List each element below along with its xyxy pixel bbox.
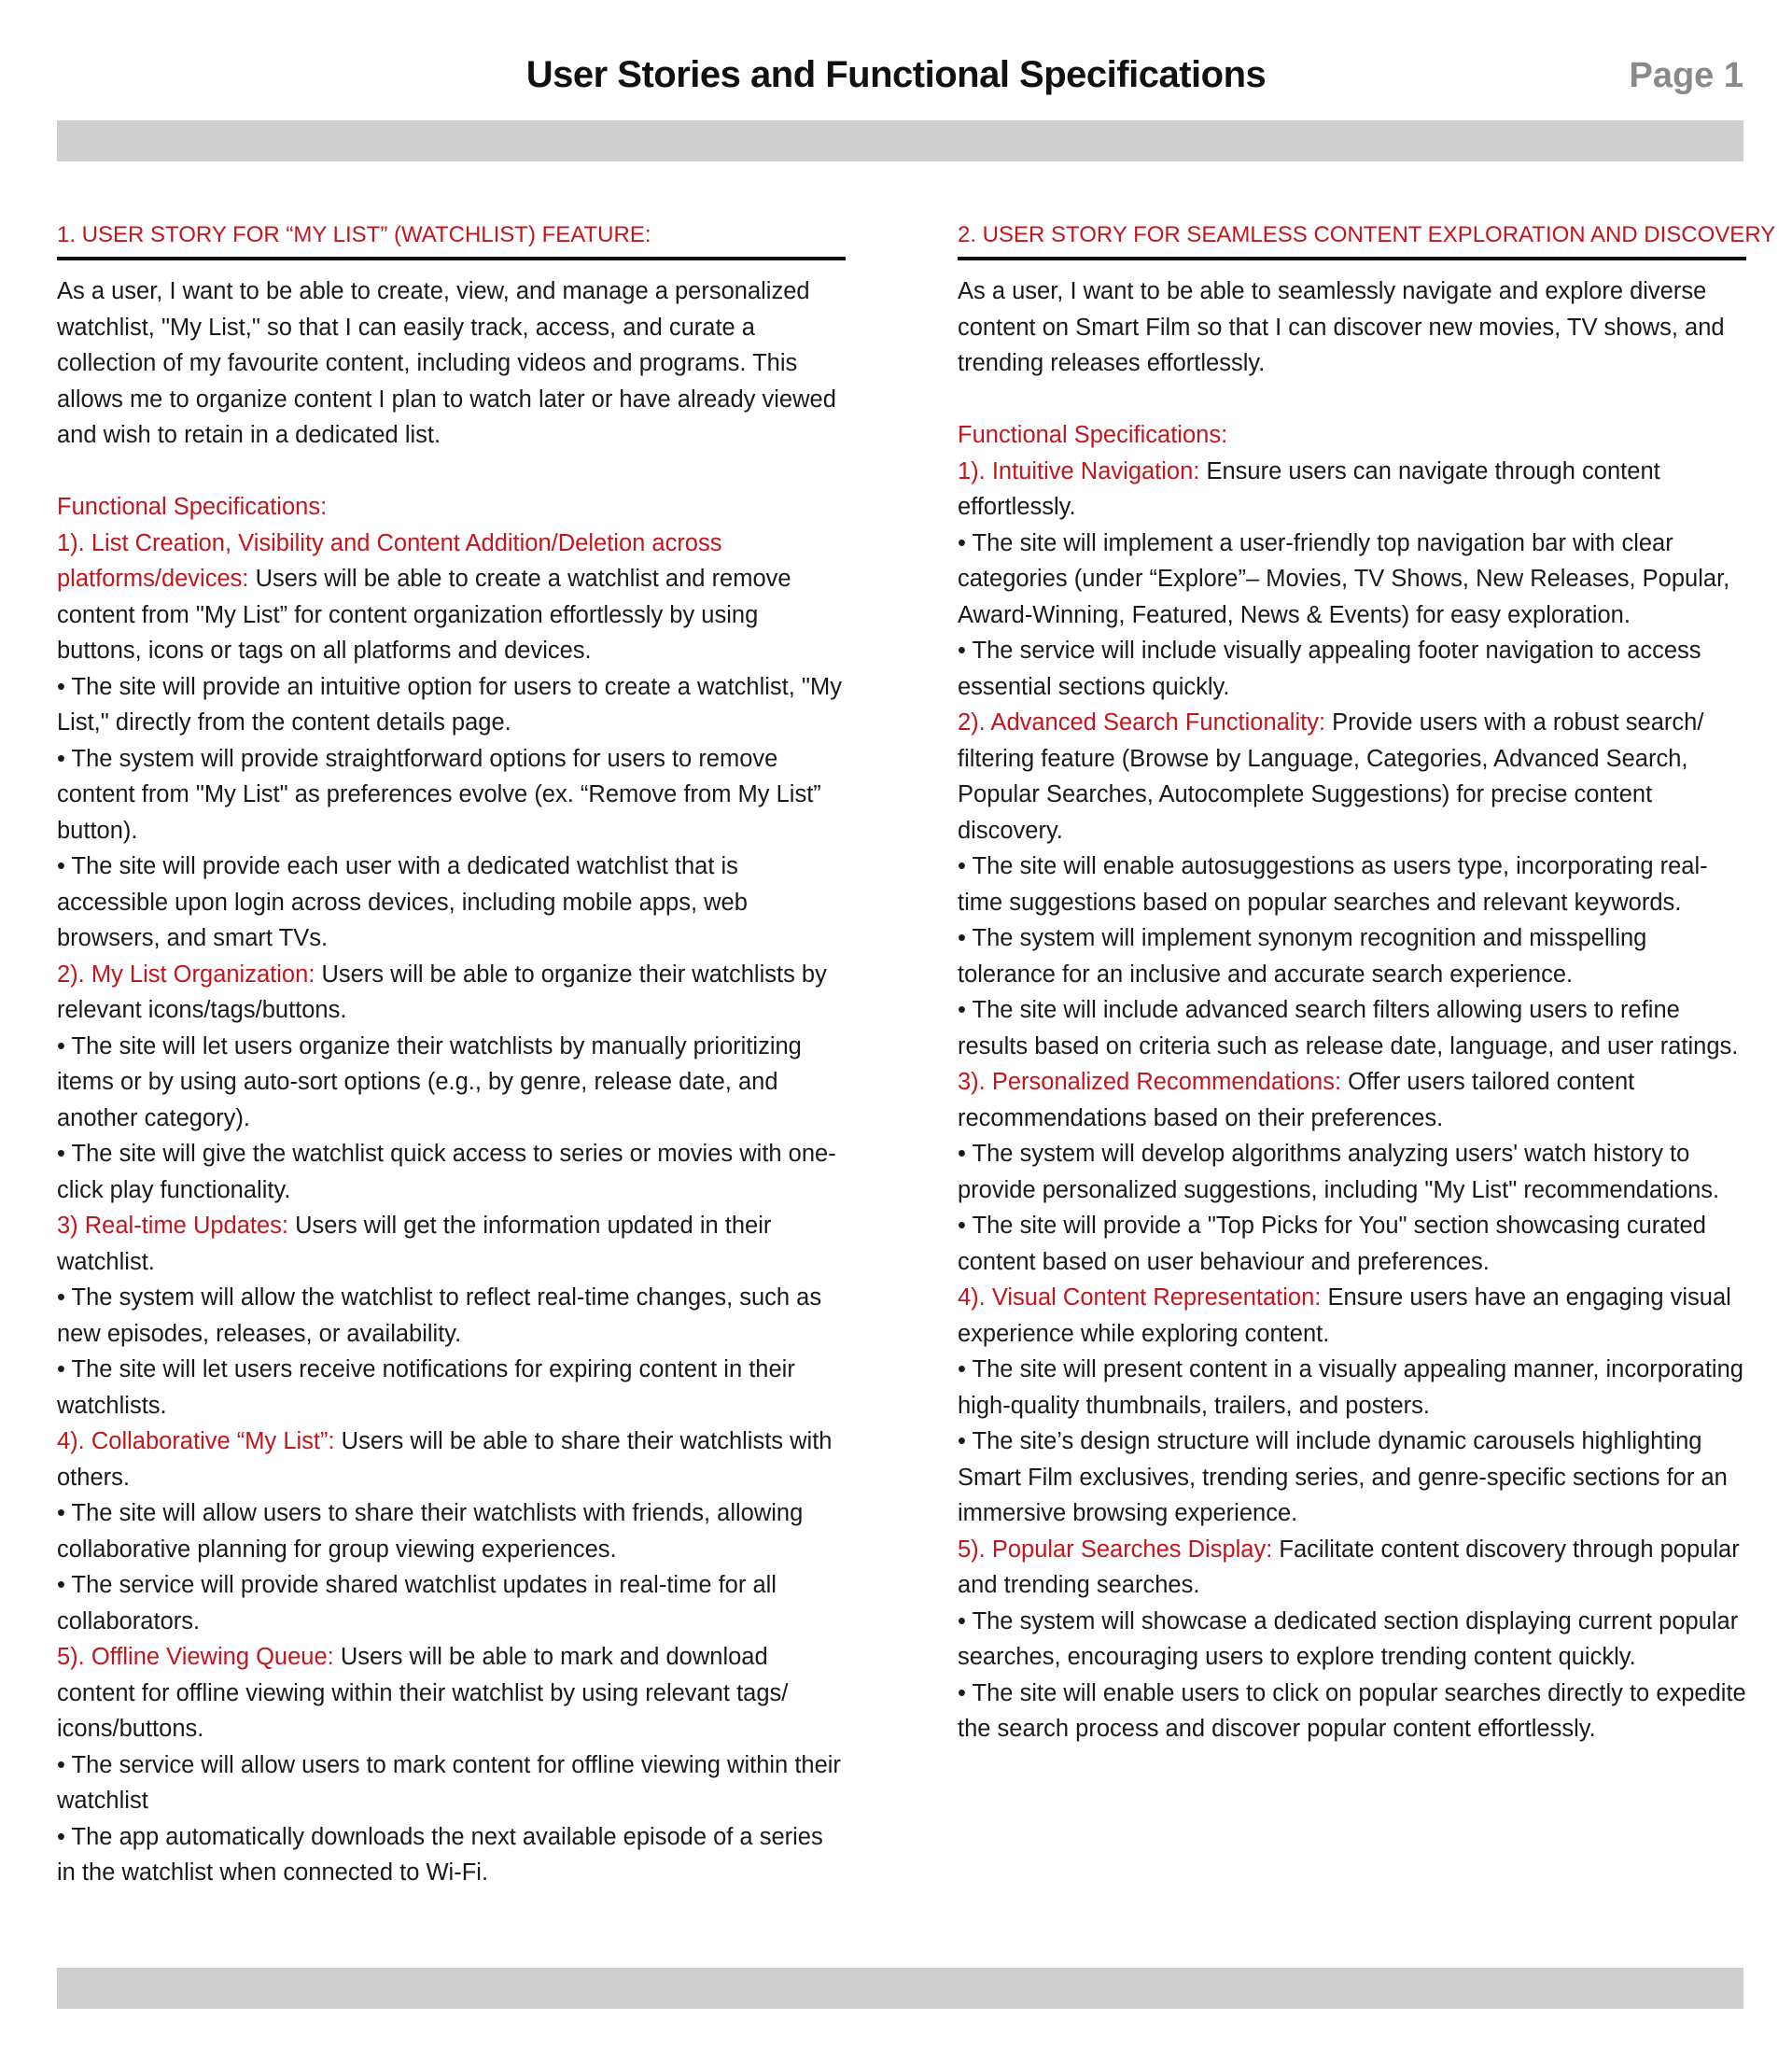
spec-item	[57, 1424, 846, 1639]
user-story-intro: As a user, I want to be able to create, view, and manage a personalized watchlist, "My List," so that I can easily track, access, and curate a collection of my favourite content, including videos and programs. This allows me to organize content I plan to watch later or have already viewed and wish to retain in a dedicated list.	[57, 278, 836, 448]
spec-title: 3). Personalized Recommendations:	[958, 1069, 1342, 1095]
spec-bullet: • The system will develop algorithms analyzing users' watch history to provide personalized suggestions, including "My List" recommendations.	[958, 1141, 1720, 1203]
spec-bullet: • The site will allow users to share their watchlists with friends, allowing collaborative planning for group viewing experiences.	[57, 1500, 804, 1563]
spec-text: Ensure users can navigate through content effortlessly.	[958, 457, 1660, 520]
spec-bullet: • The site will provide an intuitive option for users to create a watchlist, "My List," directly from the content details page.	[57, 673, 842, 736]
spec-title: 4). Collaborative “My List”:	[57, 1428, 335, 1454]
spec-text: Facilitate content discovery through popular and trending searches.	[958, 1536, 1740, 1598]
spec-bullet: • The site will implement a user-friendly top navigation bar with clear categories (under “Explore”– Movies, TV Shows, New Releases, Popular, Award-Winning, Featured, News & Events) for easy exploration.	[958, 529, 1730, 628]
spec-bullet: • The site will let users receive notifications for expiring content in their watchlists.	[57, 1356, 795, 1419]
spec-bullet: • The site will present content in a visually appealing manner, incorporating high-quality thumbnails, trailers, and posters.	[958, 1356, 1743, 1419]
spec-title: 1). List Creation, Visibility and Content Addition/Deletion across platforms/devices:	[57, 529, 722, 592]
spec-text: Users will get the information updated in their watchlist.	[57, 1213, 772, 1275]
spec-bullet: • The site will enable autosuggestions as users type, incorporating real-time suggestions based on popular searches and relevant keywords.	[958, 853, 1708, 916]
spec-item	[958, 1280, 1746, 1532]
spec-bullet: • The site will provide each user with a dedicated watchlist that is accessible upon login across devices, including mobile apps, web browsers, and smart TVs.	[57, 853, 748, 951]
spec-item	[57, 526, 846, 957]
section-heading-content-exploration: 2. USER STORY FOR SEAMLESS CONTENT EXPLORATION AND DISCOVERY	[958, 219, 1746, 260]
spec-item	[57, 1639, 846, 1891]
spec-title: 1). Intuitive Navigation:	[958, 457, 1200, 484]
spec-text: Users will be able to organize their watchlists by relevant icons/tags/buttons.	[57, 961, 827, 1023]
spec-title: 2). Advanced Search Functionality:	[958, 709, 1326, 736]
page-number: Page 1	[1629, 56, 1743, 95]
spec-text: Users will be able to create a watchlist and remove content from "My List” for content organization effortlessly by using buttons, icons or tags on all platforms and devices.	[57, 566, 791, 664]
left-column	[57, 219, 846, 1891]
spec-title: 5). Offline Viewing Queue:	[57, 1644, 334, 1670]
header-divider-bar	[57, 120, 1743, 161]
spec-bullet: • The app automatically downloads the next available episode of a series in the watchlist when connected to Wi-Fi.	[57, 1823, 823, 1886]
spec-bullet: • The system will showcase a dedicated section displaying current popular searches, encouraging users to explore trending content quickly.	[958, 1607, 1739, 1670]
spec-bullet: • The site will let users organize their watchlists by manually prioritizing items or by using auto-sort options (e.g., by genre, release date, and another category).	[57, 1032, 802, 1131]
spec-item	[57, 957, 846, 1209]
user-story-intro: As a user, I want to be able to seamlessly navigate and explore diverse content on Smart Film so that I can discover new movies, TV shows, and trending releases effortlessly.	[958, 278, 1725, 376]
spec-bullet: • The system will allow the watchlist to reflect real-time changes, such as new episodes, releases, or availability.	[57, 1284, 822, 1347]
spec-title: 4). Visual Content Representation:	[958, 1284, 1322, 1311]
spec-bullet: • The site will include advanced search filters allowing users to refine results based on criteria such as release date, language, and user ratings.	[958, 997, 1739, 1059]
spec-item	[958, 454, 1746, 706]
spec-bullet: • The service will include visually appealing footer navigation to access essential sections quickly.	[958, 638, 1701, 700]
spec-bullet: • The site will provide a "Top Picks for You" section showcasing curated content based on user behaviour and preferences.	[958, 1213, 1706, 1275]
spec-text: Users will be able to share their watchlists with others.	[57, 1428, 833, 1491]
spec-text: Offer users tailored content recommendations based on their preferences.	[958, 1069, 1635, 1131]
spec-text: Users will be able to mark and download content for offline viewing within their watchlist by using relevant tags/ icons/buttons.	[57, 1644, 789, 1742]
spec-bullet: • The site will give the watchlist quick access to series or movies with one-click play functionality.	[57, 1141, 836, 1203]
spec-bullet: • The site’s design structure will include dynamic carousels highlighting Smart Film exclusives, trending series, and genre-specific sections for an immersive browsing experience.	[958, 1428, 1728, 1526]
spec-text: Ensure users have an engaging visual experience while exploring content.	[958, 1284, 1731, 1347]
functional-specs-label: Functional Specifications:	[958, 422, 1228, 448]
spec-title: 5). Popular Searches Display:	[958, 1536, 1273, 1563]
spec-bullet: • The service will allow users to mark content for offline viewing within their watchlist	[57, 1751, 841, 1814]
spec-title: 3) Real-time Updates:	[57, 1213, 289, 1239]
functional-specs-label: Functional Specifications:	[57, 494, 328, 520]
spec-item	[958, 705, 1746, 1064]
spec-bullet: • The system will provide straightforward options for users to remove content from "My List" as preferences evolve (ex. “Remove from My List” button).	[57, 745, 821, 844]
section-heading-my-list: 1. USER STORY FOR “MY LIST” (WATCHLIST) FEATURE:	[57, 219, 846, 260]
spec-bullet: • The site will enable users to click on popular searches directly to expedite the search process and discover popular content effortlessly.	[958, 1679, 1746, 1742]
spec-item	[958, 1532, 1746, 1747]
spec-title: 2). My List Organization:	[57, 961, 315, 988]
footer-divider-bar	[57, 1968, 1743, 2009]
spec-bullet: • The service will provide shared watchlist updates in real-time for all collaborators.	[57, 1572, 777, 1634]
spec-text: Provide users with a robust search/ filtering feature (Browse by Language, Categories, Advanced Search, Popular Searches, Autocomplete Suggestions) for precise content discovery.	[958, 709, 1704, 844]
spec-item	[57, 1208, 846, 1424]
spec-bullet: • The system will implement synonym recognition and misspelling tolerance for an inclusive and accurate search experience.	[958, 925, 1647, 988]
spec-item	[958, 1064, 1746, 1280]
document-title: User Stories and Functional Specifications	[525, 54, 1267, 95]
right-column	[958, 219, 1776, 1747]
